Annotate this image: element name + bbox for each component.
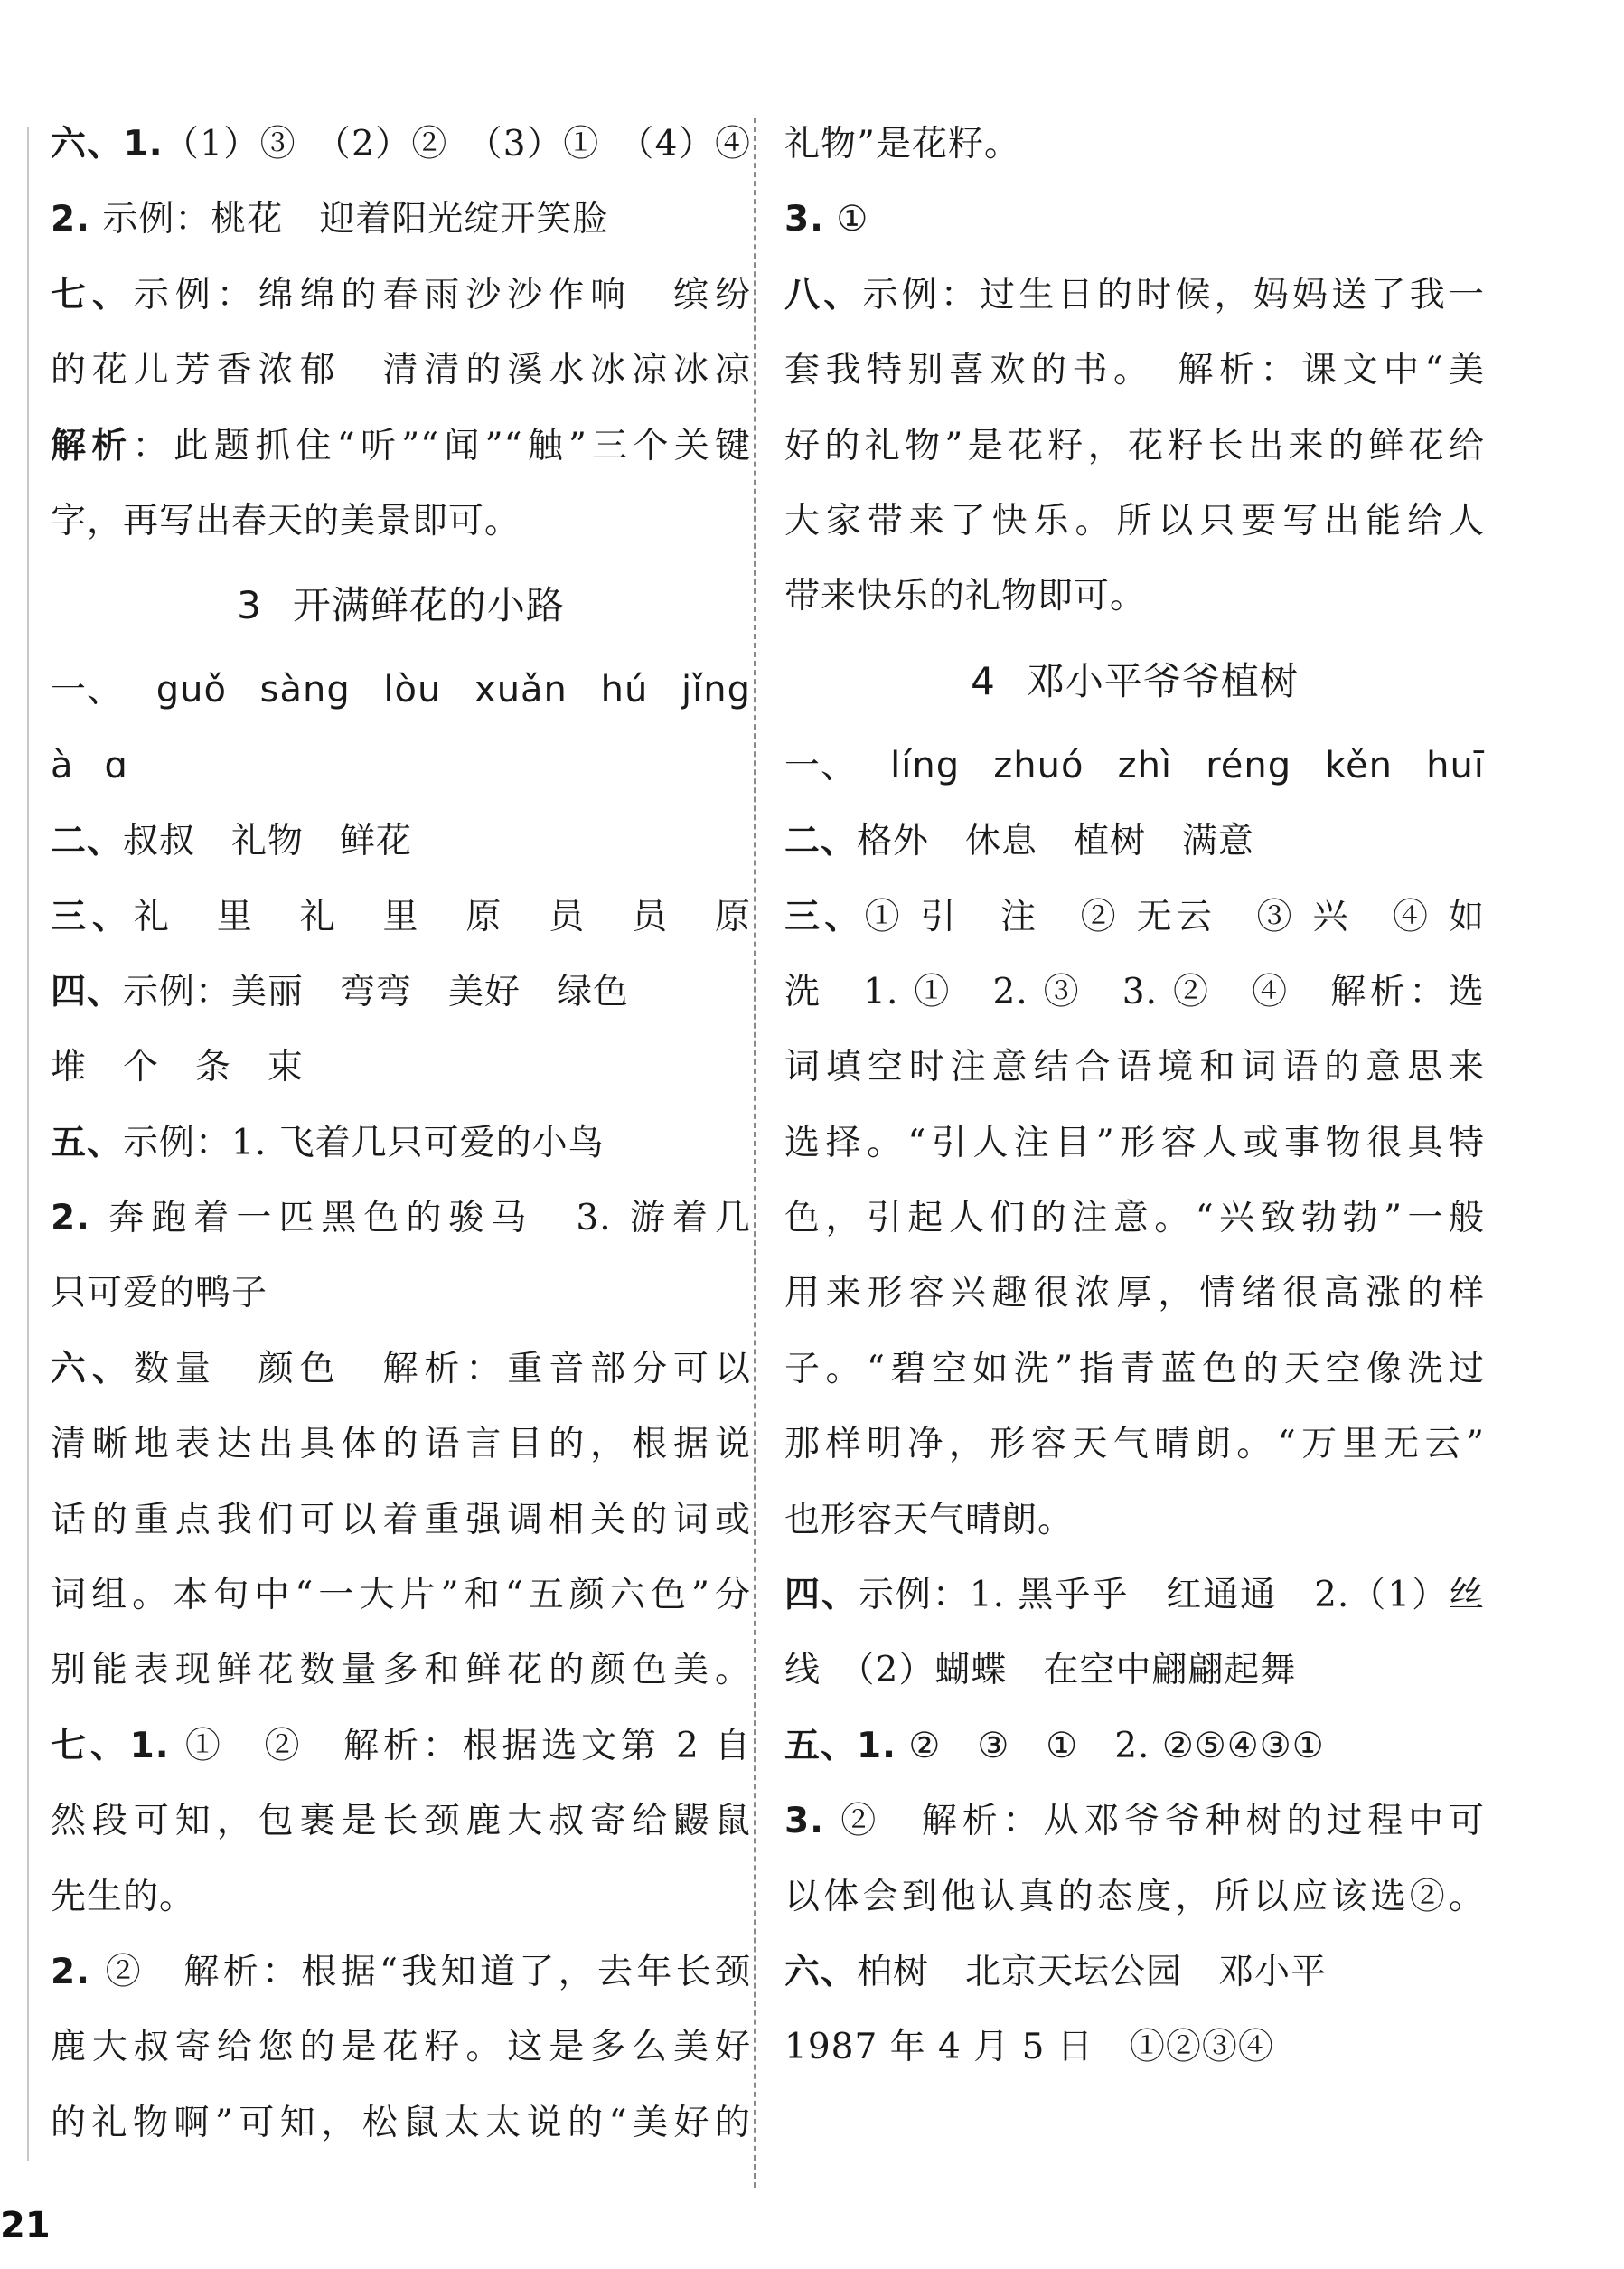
section-number: 3: [237, 583, 262, 628]
answer-text: 鹿大叔寄给您的是花籽。这是多么美好: [51, 2027, 751, 2068]
answer-text: 奔跑着一匹黑色的骏马 3. 游着几: [89, 1198, 751, 1239]
answer-text: 示例：1. 飞着几只可爱的小鸟: [123, 1122, 605, 1163]
answer-line: [51, 804, 751, 879]
answer-text: 以体会到他认真的态度，所以应该选②。: [784, 1876, 1485, 1917]
question-label: 3.: [784, 1801, 824, 1842]
answer-text: 示例：桃花 迎着阳光绽开笑脸: [89, 199, 609, 240]
pinyin-word: hú: [600, 669, 649, 711]
answer-text: 叔叔 礼物 鲜花: [123, 821, 413, 862]
answer-line: [784, 107, 1485, 182]
question-label: 二、: [784, 821, 858, 862]
answer-text: 那样明净，形容天气晴朗。“万里无云”: [784, 1424, 1485, 1465]
answer-text: 堆 个 条 束: [51, 1047, 305, 1088]
section-heading: [784, 635, 1485, 729]
answer-text: 示例：绵绵的春雨沙沙作响 缤纷: [133, 274, 751, 315]
answer-line: [784, 2010, 1485, 2085]
question-label: 六、: [51, 1348, 134, 1389]
pinyin-word: sàng: [259, 669, 351, 711]
answer-text: 套我特别喜欢的书。 解析：课文中“美: [784, 350, 1485, 391]
answer-line: [51, 1332, 751, 1407]
answer-line: [51, 1558, 751, 1633]
answer-line: [784, 559, 1485, 634]
binding-edge-rule: [27, 127, 29, 2161]
answer-text: 话的重点我们可以着重强调相关的词或: [51, 1499, 751, 1540]
answer-text: 洗 1. ① 2. ③ 3. ② ④ 解析：选: [784, 971, 1485, 1012]
answer-line: [51, 1106, 751, 1181]
question-label: 八、: [784, 274, 863, 315]
question-label: 解析: [51, 425, 133, 466]
answer-line: [51, 107, 751, 182]
answer-text: ① 引 注 ② 无云 ③ 兴 ④ 如: [864, 896, 1485, 937]
answer-line: [784, 484, 1485, 559]
pinyin-word: líng: [890, 744, 961, 786]
answer-line: [784, 1935, 1485, 2010]
answer-text: 大家带来了快乐。所以只要写出能给人: [784, 500, 1485, 541]
question-label: 六、1.: [51, 124, 164, 165]
answer-text: 也形容天气晴朗。: [784, 1499, 1075, 1540]
answer-line: [784, 1106, 1485, 1181]
answer-text: 示例：1. 黑乎乎 红通通 2.（1）丝: [858, 1575, 1485, 1616]
question-number: 一、: [784, 745, 858, 786]
question-label: 五、: [51, 1122, 124, 1163]
pinyin-word: zhì: [1117, 744, 1173, 786]
answer-line: [51, 1256, 751, 1331]
answer-line: [784, 409, 1485, 484]
left-column: [51, 107, 751, 2161]
answer-line: [51, 1407, 751, 1482]
question-label: 三、: [784, 896, 865, 937]
answer-line: [51, 1633, 751, 1708]
answer-line: [51, 333, 751, 408]
answer-line: [784, 880, 1485, 955]
answer-line: [784, 1030, 1485, 1105]
section-number: 4: [971, 658, 996, 703]
answer-line: [784, 1256, 1485, 1331]
answer-line: [51, 1859, 751, 1935]
answer-line: [784, 1407, 1485, 1482]
answer-line: [51, 2085, 751, 2161]
answer-text: ② ③ ① 2. ②⑤④③①: [896, 1725, 1325, 1766]
answer-text: ① ② 解析：根据选文第 2 自: [169, 1725, 751, 1766]
answer-line: [51, 1181, 751, 1256]
pinyin-word: ɑ: [104, 744, 128, 786]
answer-text: 清晰地表达出具体的语言目的，根据说: [51, 1424, 751, 1465]
answer-text: 礼 里 礼 里 原 员 员 原: [133, 896, 751, 937]
pinyin-word: kěn: [1325, 744, 1393, 786]
answer-text: 1987 年 4 月 5 日 ①②③④: [784, 2027, 1274, 2068]
answer-line: [784, 1558, 1485, 1633]
answer-text: 只可爱的鸭子: [51, 1273, 268, 1314]
question-label: 三、: [51, 896, 134, 937]
pinyin-word: à: [51, 744, 74, 786]
question-label: 七、1.: [51, 1725, 170, 1766]
answer-text: 格外 休息 植树 满意: [857, 821, 1255, 862]
question-label: 七、: [51, 274, 134, 315]
answer-line: [784, 1633, 1485, 1708]
answer-line: [51, 1784, 751, 1859]
question-label: 六、: [784, 1951, 858, 1992]
pinyin-word: zhuó: [993, 744, 1084, 786]
answer-line: [784, 1709, 1485, 1784]
question-label: 2.: [51, 1951, 90, 1992]
question-number: 一、: [51, 670, 124, 711]
answer-text: ：此题抓住“听”“闻”“触”三个关键: [132, 425, 751, 466]
column-divider: [754, 118, 756, 2188]
answer-line: [51, 1709, 751, 1784]
pinyin-row: [784, 729, 1485, 804]
pinyin-row: [51, 729, 751, 804]
answer-text: 然段可知，包裹是长颈鹿大叔寄给鼹鼠: [51, 1801, 751, 1842]
answer-text: 选择。“引人注目”形容人或事物很具特: [784, 1122, 1485, 1163]
pinyin-word: huī: [1426, 744, 1485, 786]
answer-line: [784, 258, 1485, 333]
answer-line: [784, 1181, 1485, 1256]
answer-text: 字，再写出春天的美景即可。: [51, 500, 521, 541]
pinyin-word: réng: [1206, 744, 1292, 786]
answer-line: [51, 880, 751, 955]
answer-text: 别能表现鲜花数量多和鲜花的颜色美。: [51, 1650, 751, 1691]
answer-line: [51, 409, 751, 484]
answer-line: [784, 1483, 1485, 1558]
answer-line: [51, 1483, 751, 1558]
pinyin-word: jǐng: [681, 669, 751, 711]
answer-text: 的花儿芳香浓郁 清清的溪水冰凉冰凉: [51, 350, 751, 391]
answer-line: [784, 182, 1485, 257]
answer-text: 子。“碧空如洗”指青蓝色的天空像洗过: [784, 1348, 1485, 1389]
answer-text: ② 解析：从邓爷爷种树的过程中可: [823, 1801, 1485, 1842]
answer-text: 柏树 北京天坛公园 邓小平: [857, 1951, 1328, 1992]
answer-line: [784, 1784, 1485, 1859]
answer-text: 的礼物啊”可知，松鼠太太说的“美好的: [51, 2102, 751, 2143]
answer-text: （1）③ （2）② （3）① （4）④: [163, 124, 751, 165]
pinyin-row: [51, 653, 751, 728]
question-label: 3.: [784, 199, 824, 240]
section-title: 开满鲜花的小路: [292, 583, 565, 628]
answer-text: 词填空时注意结合语境和词语的意思来: [784, 1047, 1485, 1088]
answer-text: 词组。本句中“一大片”和“五颜六色”分: [51, 1575, 751, 1616]
answer-text: 示例：美丽 弯弯 美好 绿色: [123, 971, 630, 1012]
right-column: [784, 107, 1485, 2085]
pinyin-word: guǒ: [155, 669, 227, 711]
answer-line: [51, 1935, 751, 2010]
answer-text: 数量 颜色 解析：重音部分可以: [133, 1348, 751, 1389]
answer-text: 先生的。: [51, 1876, 196, 1917]
pinyin-word: xuǎn: [474, 669, 568, 711]
answer-text: 带来快乐的礼物即可。: [784, 576, 1147, 617]
answer-line: [784, 1859, 1485, 1935]
question-label: 二、: [51, 821, 124, 862]
answer-line: [784, 955, 1485, 1030]
answer-text: 好的礼物”是花籽，花籽长出来的鲜花给: [784, 425, 1485, 466]
section-title: 邓小平爷爷植树: [1026, 658, 1299, 703]
answer-text: 色，引起人们的注意。“兴致勃勃”一般: [784, 1198, 1485, 1239]
page-number: 21: [0, 2205, 51, 2246]
answer-text: 礼物”是花籽。: [784, 124, 1020, 165]
answer-line: [784, 1332, 1485, 1407]
answer-line: [51, 182, 751, 257]
answer-text: 示例：过生日的时候，妈妈送了我一: [862, 274, 1485, 315]
question-label: 四、: [784, 1575, 859, 1616]
question-label: 2.: [51, 1198, 90, 1239]
answer-line: [51, 258, 751, 333]
answer-line: [51, 1030, 751, 1105]
question-label: 四、: [51, 971, 124, 1012]
answer-line: [784, 333, 1485, 408]
answer-text: ② 解析：根据“我知道了，去年长颈: [89, 1951, 751, 1992]
answer-line: [51, 484, 751, 559]
question-label: 五、1.: [784, 1725, 896, 1766]
answer-line: [784, 804, 1485, 879]
answer-line: [51, 2010, 751, 2085]
answer-line: [51, 955, 751, 1030]
question-label: 2.: [51, 199, 90, 240]
answer-text: ①: [823, 199, 869, 240]
pinyin-word: lòu: [383, 669, 442, 711]
section-heading: [51, 559, 751, 653]
answer-text: 线 （2）蝴蝶 在空中翩翩起舞: [784, 1650, 1297, 1691]
answer-text: 用来形容兴趣很浓厚，情绪很高涨的样: [784, 1273, 1485, 1314]
